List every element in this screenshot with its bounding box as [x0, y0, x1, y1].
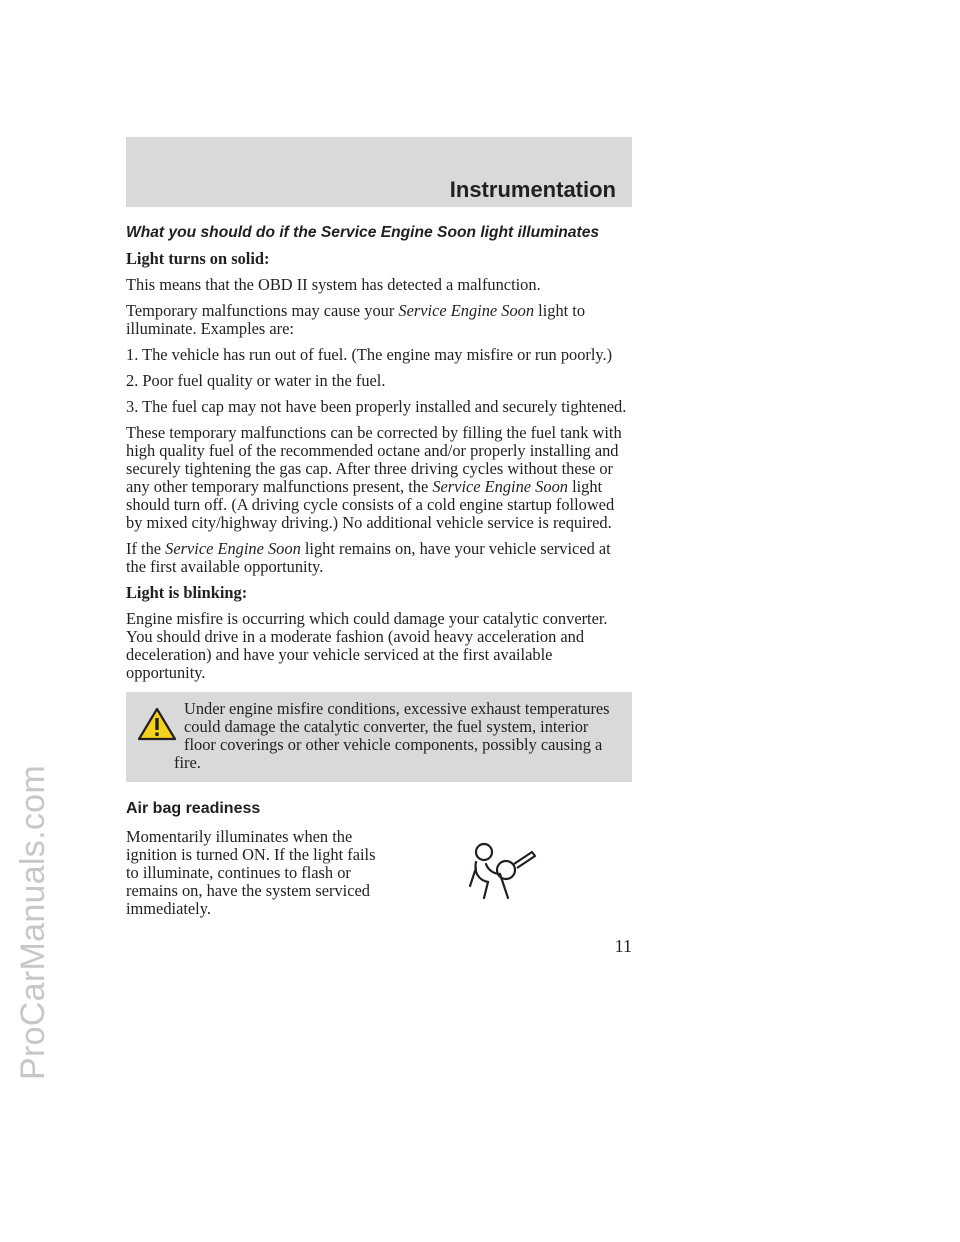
temporary-malfunctions-paragraph: Temporary malfunctions may cause your Service Engine Soon light to illuminate. Examples are: [126, 301, 586, 338]
section-title: Instrumentation [449, 177, 616, 202]
airbag-icon [466, 840, 538, 902]
page-content [126, 220, 632, 926]
example-item: 3. The fuel cap may not have been properly installed and securely tightened. [126, 397, 627, 416]
airbag-heading: Air bag readiness [126, 800, 261, 817]
warning-text: Under engine misfire conditions, excessive exhaust temperatures could damage the catalytic converter, the fuel system, interior floor coverings or other vehicle components, possibly causing a fire. [174, 699, 610, 772]
header-band [126, 137, 632, 207]
obd-paragraph: This means that the OBD II system has detected a malfunction. [126, 275, 541, 294]
airbag-section [126, 828, 632, 918]
service-engine-soon-term: Service Engine Soon [432, 477, 568, 496]
section-heading: What you should do if the Service Engine Soon light illuminates [126, 224, 600, 241]
page-number: 11 [614, 936, 632, 956]
solid-light-label: Light turns on solid: [126, 249, 270, 268]
side-watermark: ProCarManuals.com [14, 765, 52, 1080]
misfire-paragraph: Engine misfire is occurring which could damage your catalytic converter. You should drive in a moderate fashion (avoid heavy acceleration and deceleration) and have your vehicle serviced at the first available opportunity. [126, 609, 608, 682]
warning-box [126, 692, 632, 782]
correction-paragraph: These temporary malfunctions can be corrected by filling the fuel tank with high quality fuel of the recommended octane and/or properly installing and securely tightening the gas cap. After three driving cycles without these or any other temporary malfunctions present, the Service Engine Soon light should turn off. (A driving cycle consists of a cold engine startup followed by mixed city/highway driving.) No additional vehicle service is required. [126, 423, 622, 532]
airbag-paragraph: Momentarily illuminates when the ignition is turned ON. If the light fails to illuminate, continues to flash or remains on, have the system serviced immediately. [126, 827, 376, 918]
service-engine-soon-term: Service Engine Soon [165, 539, 301, 558]
example-item: 1. The vehicle has run out of fuel. (The engine may misfire or run poorly.) [126, 345, 613, 364]
example-item: 2. Poor fuel quality or water in the fuel. [126, 371, 386, 390]
remains-on-paragraph: If the Service Engine Soon light remains on, have your vehicle serviced at the first available opportunity. [126, 539, 611, 576]
blinking-light-label: Light is blinking: [126, 583, 248, 602]
warning-triangle-icon [136, 706, 178, 742]
service-engine-soon-term: Service Engine Soon [398, 301, 535, 320]
